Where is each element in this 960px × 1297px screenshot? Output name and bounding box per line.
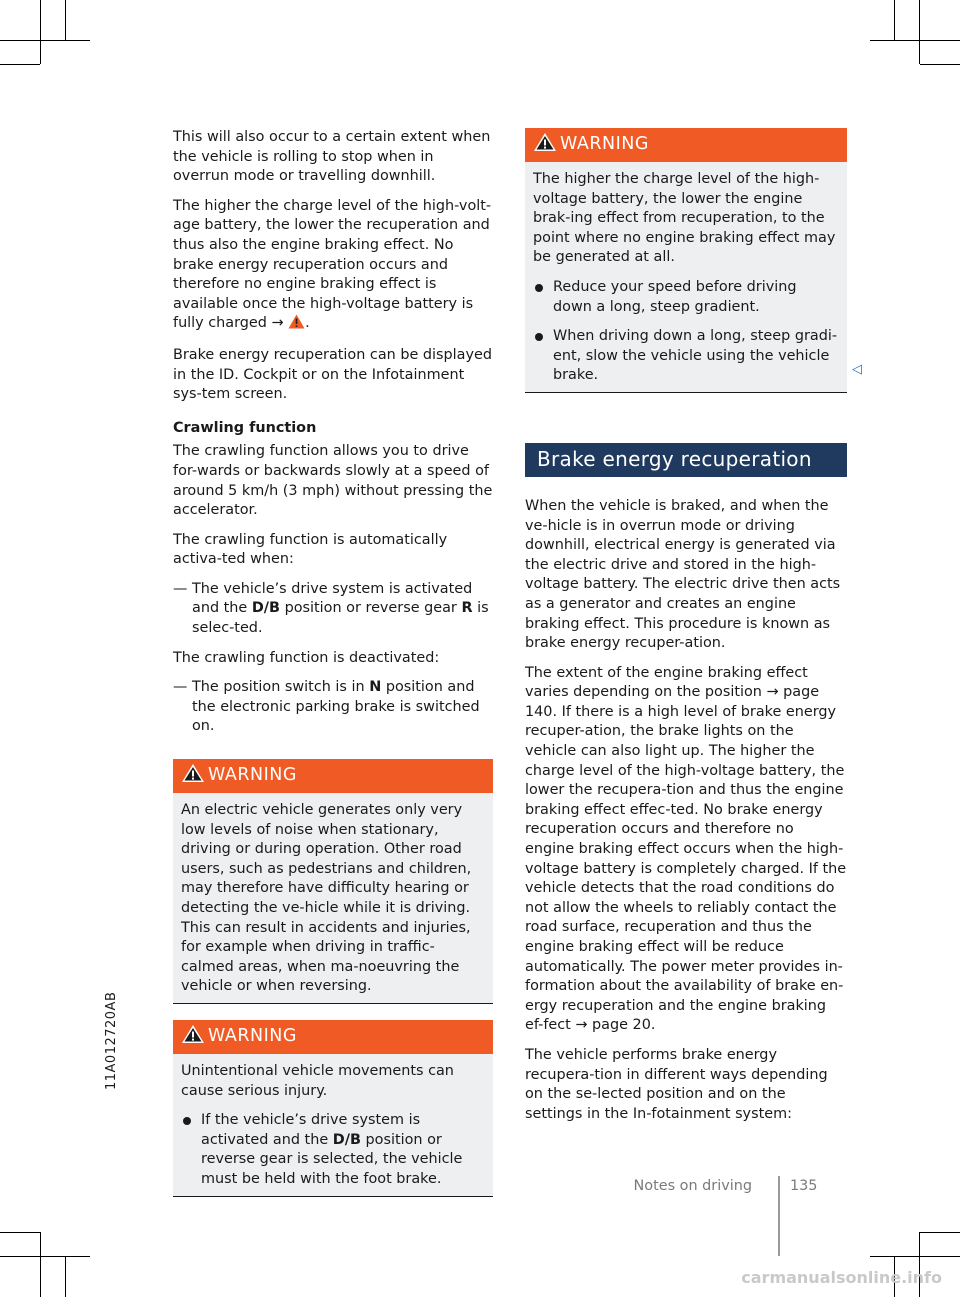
- paragraph: When the vehicle is braked, and when the ve-hicle is in overrun mode or driving downhill, electrical energy is generated via the electric drive and stored in the high-voltage battery. The electric drive then acts as a generator and creates an engine braking effect. This procedure is known as brake energy recuper-ation.: [525, 497, 841, 652]
- warning-title: WARNING: [208, 765, 297, 786]
- list-item: Reduce your speed before driving down a long, steep gradient.: [533, 278, 839, 317]
- bullet-icon: [183, 1117, 191, 1125]
- crop-mark: [920, 64, 960, 65]
- right-column: [525, 128, 847, 1134]
- crop-mark: [40, 0, 41, 64]
- warning-box: [525, 128, 847, 393]
- section-title: Brake energy recuperation: [525, 443, 847, 477]
- warning-box: [173, 1020, 493, 1197]
- crop-mark: [0, 64, 40, 65]
- footer-divider: [778, 1176, 780, 1256]
- paragraph: The higher the charge level of the high-volt-age battery, the lower the recuperation and thus also the engine braking effect. No brake energy recuperation occurs and therefore no engine braking effect is available once the high-voltage battery is fully charged → .: [173, 197, 493, 336]
- crop-mark: [65, 0, 66, 40]
- crop-mark: [0, 40, 90, 41]
- warning-text: The higher the charge level of the high-voltage battery, the lower the engine brak-ing effect from recuperation, to the point where no engine braking effect may be generated at all.: [533, 171, 836, 266]
- warning-triangle-icon: [181, 763, 208, 789]
- watermark: carmanualsonline.info: [741, 1268, 942, 1287]
- warning-body: [525, 162, 847, 392]
- page-reference-link[interactable]: → page 140: [525, 684, 820, 720]
- warning-text: Unintentional vehicle movements can cause serious injury.: [181, 1062, 454, 1099]
- bullet-icon: [535, 333, 543, 341]
- list-item: When driving down a long, steep gradi-ent, slow the vehicle using the vehicle brake.: [533, 327, 839, 386]
- dash-mark: —: [173, 580, 188, 597]
- crop-mark: [894, 0, 895, 40]
- paragraph: The extent of the engine braking effect varies depending on the position → page 140. If there is a high level of brake energy recuper-ation, the brake lights on the vehicle can also light up. The higher the charge level of the high-voltage battery, the lower the recupera-tion and thus the engine braking effect effec-ted. No brake energy recuperation occurs and therefore no engine braking effect occurs when the high-voltage battery is completely charged. If the vehicle detects that the road conditions do not allow the wheels to reliably contact the road surface, recuperation and thus the engine braking effect will be reduce automatically. The power meter provides in-formation about the availability of brake en-ergy recuperation and the engine braking ef-fect → page 20.: [525, 664, 847, 1034]
- page-reference-link[interactable]: → page 20: [575, 1017, 651, 1034]
- crop-mark: [0, 1256, 90, 1257]
- list-item: — The position switch is in N position and the electronic parking brake is switched on.: [173, 679, 480, 735]
- warning-body: [173, 1054, 493, 1196]
- warning-header: [525, 128, 847, 162]
- dash-mark: —: [173, 679, 188, 696]
- paragraph: This will also occur to a certain extent when the vehicle is rolling to stop when in overrun mode or travelling downhill.: [173, 129, 491, 185]
- paragraph: The vehicle performs brake energy recupera-tion in different ways depending on the se-lected position and on the settings in the In-fotainment system:: [525, 1046, 828, 1122]
- crop-mark: [0, 1232, 40, 1233]
- warning-body: [173, 793, 493, 1003]
- crop-mark: [40, 1232, 41, 1297]
- crop-mark: [919, 1232, 920, 1297]
- paragraph: The crawling function is automatically activa-ted when:: [173, 531, 448, 568]
- section-end-icon: ◁: [852, 362, 862, 377]
- warning-text: An electric vehicle generates only very low levels of noise when stationary, driving or during operation. Other road users, such as pedestrians and children, may therefore have difficulty hearing or detecting the ve-hicle while it is driving. This can result in accidents and injuries, for example when driving in traffic-calmed areas, when ma-noeuvring the vehicle or when reversing.: [181, 802, 472, 995]
- footer-section-name: Notes on driving: [633, 1178, 752, 1194]
- warning-header: [173, 759, 493, 793]
- warning-box: [173, 759, 493, 1004]
- bullet-icon: [535, 284, 543, 292]
- list-item: — The vehicle’s drive system is activated and the D/B position or reverse gear R is selec-ted.: [173, 580, 489, 637]
- document-code: 11A012720AB: [104, 991, 119, 1090]
- paragraph: Brake energy recuperation can be displayed in the ID. Cockpit or on the Infotainment sys-tem screen.: [173, 346, 492, 403]
- left-column: [173, 128, 493, 1213]
- paragraph: The crawling function is deactivated:: [173, 649, 440, 666]
- page-number: 135: [790, 1178, 818, 1194]
- crop-mark: [920, 1232, 960, 1233]
- crop-mark: [870, 1256, 960, 1257]
- crop-mark: [919, 0, 920, 64]
- warning-triangle-icon: [181, 1024, 208, 1050]
- warning-triangle-icon: [288, 314, 305, 336]
- subheading-crawling-function: Crawling function: [173, 419, 317, 436]
- crop-mark: [870, 40, 960, 41]
- warning-triangle-icon: [533, 132, 560, 158]
- crop-mark: [65, 1256, 66, 1297]
- warning-title: WARNING: [560, 134, 649, 155]
- list-item: If the vehicle’s drive system is activated and the D/B position or reverse gear is selected, the vehicle must be held with the foot brake.: [181, 1111, 485, 1189]
- paragraph: The crawling function allows you to drive for-wards or backwards slowly at a speed of around 5 km/h (3 mph) without pressing the accelerator.: [173, 443, 493, 519]
- warning-title: WARNING: [208, 1026, 297, 1047]
- warning-header: [173, 1020, 493, 1054]
